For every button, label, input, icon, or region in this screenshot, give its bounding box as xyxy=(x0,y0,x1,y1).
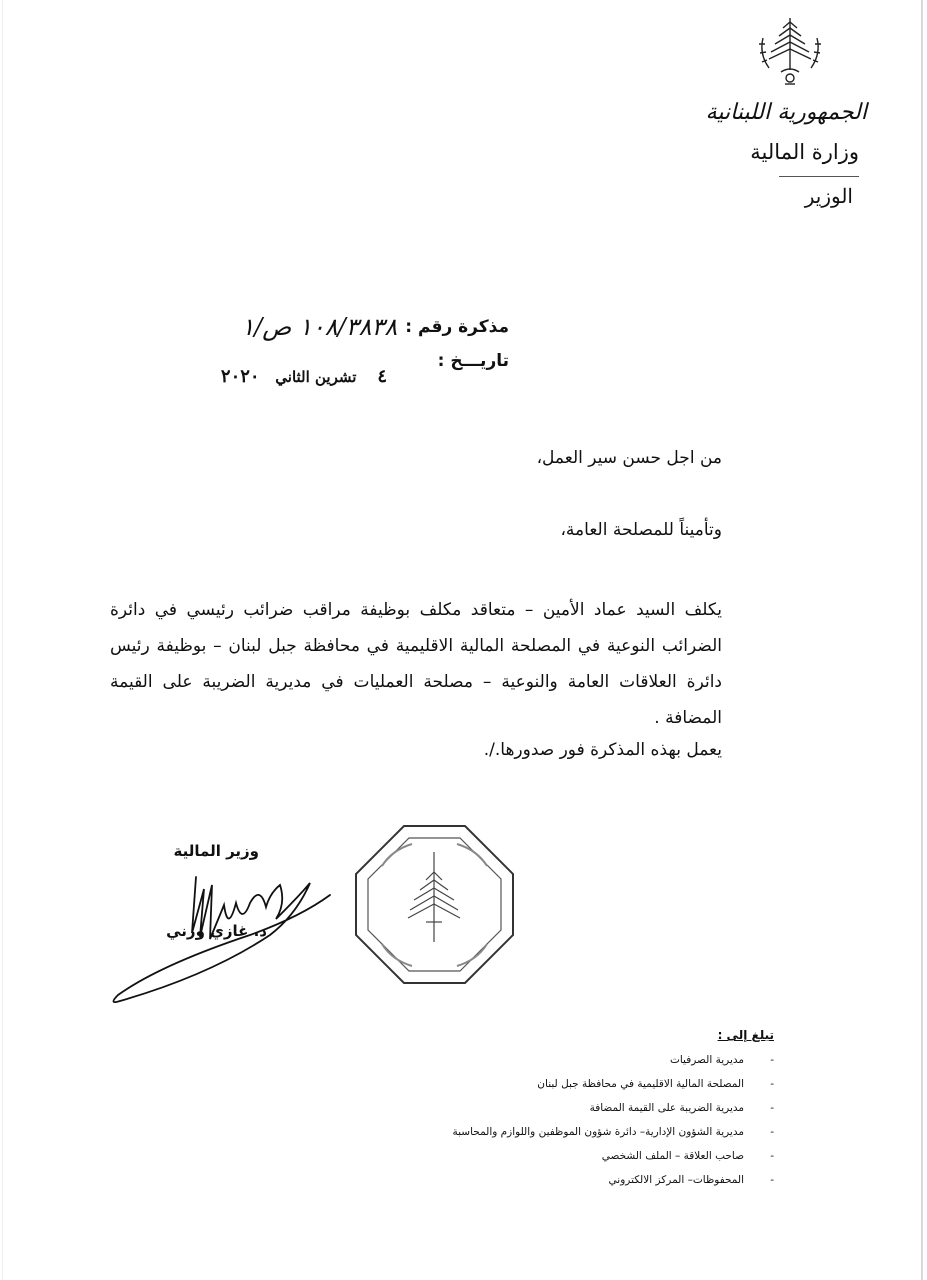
signer-name: د. غازي وزني xyxy=(166,922,267,940)
letterhead-minister: الوزير xyxy=(804,184,853,208)
page-edge xyxy=(921,0,923,1280)
body-closing: يعمل بهذه المذكرة فور صدورها./. xyxy=(483,740,722,760)
distribution-item: - صاحب العلاقة – الملف الشخصي xyxy=(434,1144,774,1168)
letterhead-republic: الجمهورية اللبنانية xyxy=(705,100,867,125)
distribution-list xyxy=(434,1028,774,1192)
page-edge xyxy=(2,0,3,1280)
body-intro-1: من اجل حسن سير العمل، xyxy=(536,448,722,468)
signer-title: وزير المالية xyxy=(173,842,259,860)
letterhead-ministry: وزارة المالية xyxy=(750,140,859,164)
memo-date-label: تاريـــخ : xyxy=(437,351,509,371)
ministry-seal-icon xyxy=(352,822,517,987)
distribution-item: - مديرية الضريبة على القيمة المضافة xyxy=(434,1096,774,1120)
memo-date-day: ٤ xyxy=(377,366,387,387)
body-main-paragraph: يكلف السيد عماد الأمين – متعاقد مكلف بوظيفة مراقب ضرائب رئيسي في دائرة الضرائب النوعية في المصلحة المالية الاقليمية في محافظة جبل لبنان – بوظيفة رئيس دائرة العلاقات العامة والنوعية – مصلحة العمليات في مديرية الضريبة على القيمة المضافة . xyxy=(110,600,722,728)
memo-date-year: ٢٠٢٠ xyxy=(220,366,260,387)
memo-date-month: تشرين الثاني xyxy=(275,368,357,386)
distribution-item: - المصلحة المالية الاقليمية في محافظة جبل لبنان xyxy=(434,1072,774,1096)
letterhead xyxy=(667,14,867,208)
cedar-emblem-icon xyxy=(755,14,825,88)
distribution-item: - المحفوظات– المركز الالكتروني xyxy=(434,1168,774,1192)
letterhead-divider xyxy=(779,176,859,177)
body-intro-2: وتأميناً للمصلحة العامة، xyxy=(560,520,722,540)
distribution-heading: تبلغ إلى : xyxy=(717,1028,774,1042)
distribution-item: - مديرية الصرفيات xyxy=(434,1048,774,1072)
distribution-item: - مديرية الشؤون الإدارية– دائرة شؤون الموظفين واللوازم والمحاسبة xyxy=(434,1120,774,1144)
memo-date-value xyxy=(221,366,387,387)
memo-number-row xyxy=(241,310,509,344)
distribution-items xyxy=(434,1048,774,1192)
memo-number-value: ١٠٨/٣٨٣٨ ص/١ xyxy=(241,313,398,341)
memo-number-label: مذكرة رقم : xyxy=(405,317,509,337)
